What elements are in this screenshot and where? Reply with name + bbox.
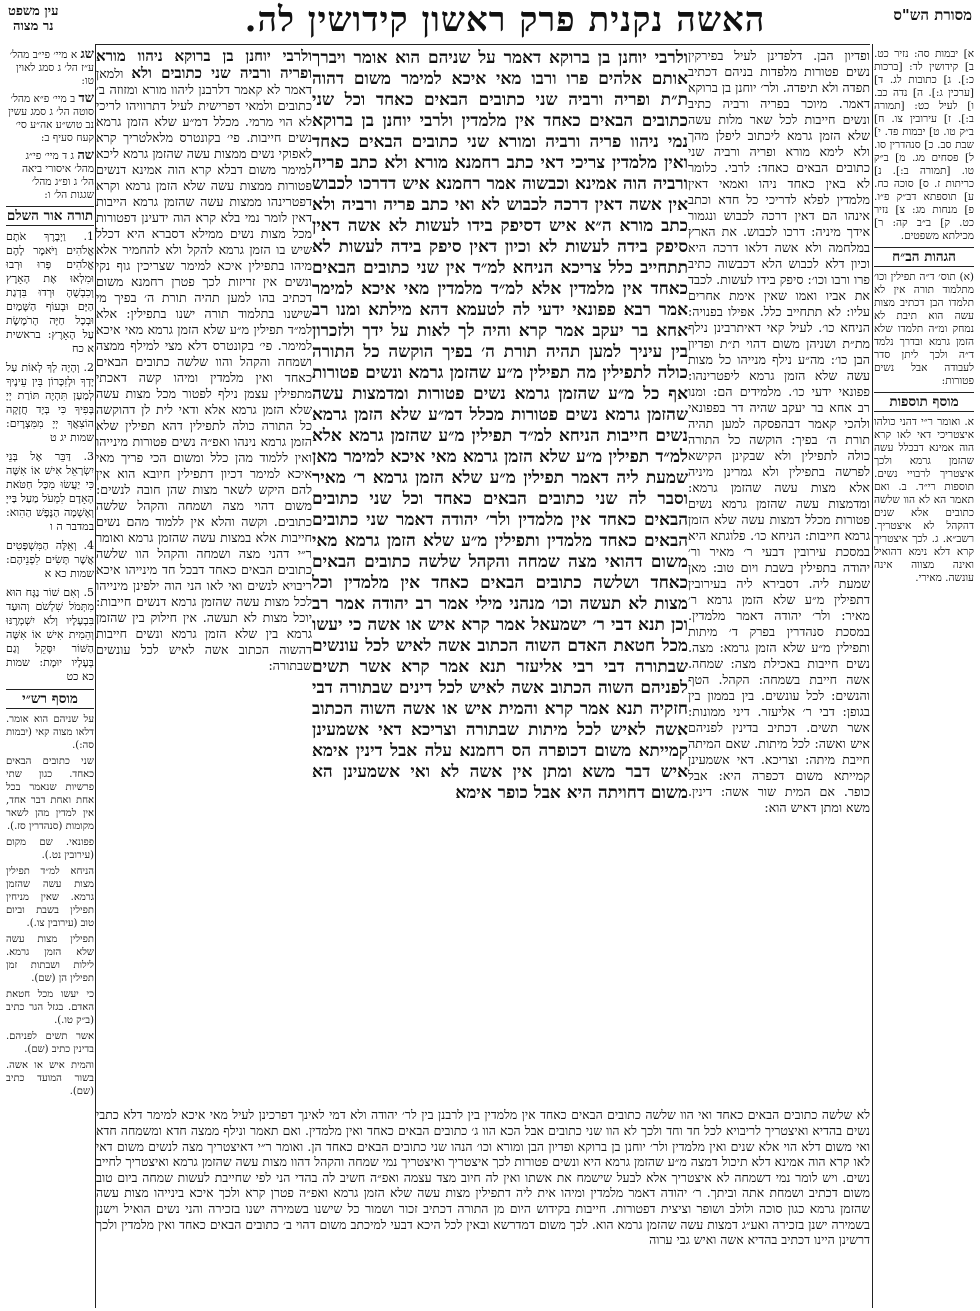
musaf-rashi-list bbox=[6, 713, 94, 1098]
masoret-hashas-label: מסורת הש"ס bbox=[893, 6, 972, 24]
ein-mishpat-item-text: ב מיי׳ פ״א מהל׳ סוטה הל׳ ג סמג עשין נב טוש״ע אה״ע סי׳ קעח סעיף ב: bbox=[8, 93, 94, 144]
ein-mishpat-label-line2: נר מצוה bbox=[12, 19, 54, 34]
musaf-rashi-item: פפונאי. שם מקום (עירובין נט.). bbox=[6, 837, 94, 861]
torah-verse: 1. וַיְבָרֶךְ אֹתָם אֱלֹהִים וַיֹּאמֶר לָהֶם אֱלֹהִים פְּרוּ וּרְבוּ וּמִלְאוּ אֶת הָאָרֶץ וְכִבְשֻׁהָ וּרְדוּ בִּדְגַת הַיָּם וּבְעוֹף הַשָּׁמַיִם וּבְכָל חַיָּה הָרֹמֶשֶׂת עַל הָאָרֶץ: בראשית א כח bbox=[6, 230, 94, 355]
ein-mishpat-mark: שג bbox=[80, 47, 94, 62]
rashi-commentary bbox=[688, 48, 870, 1088]
ein-mishpat-item-text: א מיי׳ פי״ב מהל׳ ע״ז הל׳ ג סמג לאוין טו: bbox=[9, 49, 94, 87]
musaf-rashi-item: והמית איש או אשה. בשור המועד כתיב (שם). bbox=[6, 1060, 94, 1097]
tosafot-commentary bbox=[96, 48, 312, 1088]
rashi-text: ופדיון הבן. דלפדינן לעיל בפירקין נשים פטורות מלפדות בניהם דכתיב תפדה ולא תיפדה. ולר׳ יוחנן בן ברוקא דאמר. מיוכר בפריה ורביה כתיב ונשים חייבות לכל שאר מלות עשה שלא הזמן גרמא ליכתוב ליפלן מהך ולא לימא מורא ופריה ורביה שני כתובים הבאים כאחד: לרבי. כלומר לא באין כאחד ניהו ואמאי דאין מלמדין לפלא לדריכי כל חדא וכתב אינהו הם דאין דרכה לכבוש ונגמור אידך מיניה: דרכו לכבוש. את הארץ במלחמה ולא אשה דלאו דרכה היא וכיון דלא לכבוש הלא דכבשוה כתיב פרו ורבו וכו׳: סיפק בידו לעשות. לכבד את אביו ואמו שאין אימת אחרים עליו: לא תתחייב כלל. אפילו בפנויה: הניחא כו׳. לעיל קאי דאיתרבינן נילף מת״ת ושניהן משום דהוי ת״ת ופדיון הבן כו׳: מה״ע נילף מנייהו כל מצות עשה שלא הזמן גרמא ליפטרינהו: פפונאי ידעי כו׳. מלמידים הם: ומנו רב אחא בר יעקב שהיה דר בפפונאי ולהכי קאמר דבהפסקה למען תהיה תורת ה׳ בפיך: הוקשה כל התורה כולה לתפילין ולא שבקינן הקישא לפרשה בתפילין ולא גמרינן מיניה אלא מצות עשה שהזמן גרמא: ומדמצות עשה שהזמן גרמא נשים פטורות מכלל דמצות עשה שלא הזמן גרמא חייבות: הניחא כו׳. פלוגתא היא במסכת עירובין דבעי ר׳ מאיר ור׳ יהודה בתפילין בשבת ויום טוב: מאן שמעת ליה. דסבירא ליה בעירובין דתפילין מ״ע שלא הזמן גרמא ר׳ מאיר: ולר׳ יהודה דאמר מלמדין. במסכת סנהדרין בפרק ד׳ מיתות ותפילין מ״ע שלא הזמן גרמא: מצה. נשים חייבות באכילת מצה: שמחה. אשה חייבת בשמחה: הקהל. הטף והנשים: לכל עונשים. בין בממון בין בגופן: דבי ר׳ אליעזר. דיני ממונות: אשר תשים. דכתיב בדינין לפניהם איש ואשה: לכל מיתות. שאם המיתה חייבת מיתה: וצריכא. דאי אשמעינן קמייתא משום דכפרה היא: אבל כופר. אם המית שור אשה: דינין. משא ומתן דאיש הוא: bbox=[688, 48, 870, 815]
ein-mishpat-item bbox=[6, 92, 94, 145]
musaf-rashi-heading: מוסף רש״י bbox=[6, 689, 94, 709]
ein-mishpat-label bbox=[8, 4, 58, 34]
gemara-main-text bbox=[312, 48, 688, 1076]
torah-verse: 3. דַּבֵּר אֶל בְּנֵי יִשְׂרָאֵל אִישׁ אוֹ אִשָּׁה כִּי יַעֲשׂוּ מִכָּל חַטֹּאת הָאָדָם לִמְעֹל מַעַל בַּייָ וְאָשְׁמָה הַנֶּפֶשׁ הַהִוא: במדבר ה ו bbox=[6, 450, 94, 533]
bottom-text: לא שלשה כתובים הבאים כאחד ואי הוו שלשה כתובים הבאים כאחד אין מלמדין בין לרבנן בין לר׳ יהודה ולא דמי לאינך דפרכינן לעיל מאי איכא למימר דלא כתבי נשים בהדיא ואיצטריך לריבויא לכל חד וחד ולכך לא הוו שני כתובים אבל הכא הוו ג׳ כתובים הבאים כאחד ואין מלמדין. ואם תאמר ונילף ממצה חדא ומשמחה חדא ואי משום דלא הוי אלא שנים ואין מלמדין ולר׳ יוחנן בן ברוקא ופדיון הבן ומורא וכו׳ הנהו שני כתובים הבאים כאחד הן. ואומר ר״י דאיצטריך מצה לנשים משום דאי לאו קרא הוה אמינא דלא תיכול דמצה מ״ע שהזמן גרמא היא ונשים פטורות לכך איצטריך ואיצטריך נמי שמחה והקהל דהוו מצות עשה שהזמן גרמא ואיצטריך לחייב נשים. ויש לומר נמי דשמחה לא איצטריך אלא לבעל שישמח את אשתו ואין לה חיוב מצד עצמה ואפ״ה חשיב לה בהדי הני לפי שחייבת לעשות שמחה ביום טוב משום דכתיב ושמחת אתה וביתך. ר׳ יהודה דאמר מלמדין ומיהו אית ליה דתפילין מצות עשה שלא הזמן גרמא ואפ״ה פטרן קרא ולכך איכא בינייהו מצות עשה שהזמן גרמא כגון סוכה ולולב ושופר וציצית דפטורות. חייבות בקידוש היום מן התורה דכתיב זכור ושמור כל שישנו בשמירה ישנו בזכירה והני נשים הואיל וישנן בשמירה ישנן בזכירה ואע״ג דמצות עשה שהזמן גרמא הוא. לכך משום דמדרשא ובאין לכל היכא דבעי למיכתב משום דהוי ב׳ כתובים הבאים כאחד ואין מלמדין ולכך דרשינן היינו דכתיב בהדיא אשה ואיש גבי ערוה bbox=[96, 1107, 870, 1248]
right-margin-section bbox=[874, 48, 974, 1308]
tosafot-lead: ולרבי יוחנן בן ברוקא ניהוו מורא ופריה ורביה שני כתובים ולא bbox=[96, 48, 312, 82]
musaf-rashi-item: תפילין מצות עשה שלא הזמן גרמא. לילות ושבתות זמן תפילין הן (שם). bbox=[6, 934, 94, 984]
hagahot-text: (א) תוס׳ ד״ה תפילין וכו׳ מתלמוד תורה אין לא תלמדו הבן דכתיב מצות עשה הוא תיבת לא נמחק ומ״ה תלמדו שלא הזמן גרמא ובדרך נלמד ד״ה ולכך ליתן סדר לעבודה אבל נשים פטורות: bbox=[874, 271, 974, 387]
hagahot-heading: הגהות הב״ח bbox=[874, 247, 974, 267]
ein-mishpat-label-line1: עין משפט bbox=[8, 4, 59, 19]
page-title: האשה נקנית פרק ראשון קידושין לה. bbox=[244, 0, 766, 40]
ein-mishpat-mark: שה bbox=[77, 148, 94, 163]
tosafot-text: ולמאן דאמר לא קאמר דלרבנן ליהוו מורא ומזוזה ב׳ כתובים ולמאי דפרישית לעיל דתרוויהו לריכי לא הוי מרמי. מכלל דמ״ע שלא הזמן גרמא נשים חייבות. פי׳ בקונטרס מלאלטריך קרא לאפוקי נשים ממצות עשה שהזמן גרמא ליכא למימר משום דבלא קרא הוה אמינא דנשים פטורות ממצות עשה שלא הזמן גרמא וקרא דפטרינהו ממצות עשה שהזמן גרמא הייבות דאין לומר נמי בלא קרא הוה ידעינן דפטורות מכל מצות נשים ממילא דסברא היא דכלל שיש בו הזמן גרמא להקל ולא להחמיר אלא מיהו בתפילין איכא למימר שצריכין גוף נקי ונשים אין זריזות לכך פטרן רחמנא משום דכתיב בהו למען תהיה תורת ה׳ בפיך מי שישנו בתלמוד תורה ישנו בתפילין: אלא למ״ד תפילין מ״ע שלא הזמן גרמא מאי איכא למימר. פי׳ בקונטרס דלא מצי למילף ממצה ושמחה והקהל והוו שלשה כתובים הבאים כאחד ואין מלמדין ומיהו קשה דאכתי מתפילין עצמן נילף לפטור מכל מצות עשה שלא הזמן גרמא אלא ודאי לית לן דהוקשה כל התורה כולה לתפילין דהא תפילין שלא הזמן גרמא נינהו ואפ״ה נשים פטורות מינייהו ואין ללמוד מהן כלל ומשום הכי פריך מאי איכא למימר דכיון דתפילין חיובא הוא אין להם היקש לשאר מצות שהן חובה לנשים: משום דהוי מצה ושמחה והקהל שלשה כתובים. וקשה והלא אין ללמוד מהם נשים חייבות אלא במצות עשה שהזמן גרמא ואומר ר״י דהני מצה ושמחה והקהל הוו שלשה כתובים הבאים כאחד דבכל חד מינייהו איכא ריבויא לנשים ואי לאו הני הוה ילפינן מינייהו לכל מצות עשה שהזמן גרמא דנשים חייבות: יוכל מצות לא תעשה. אין חילוק בין שהזמן גרמא בין שלא הזמן גרמא ונשים חייבות דהשוה הכתוב אשה לאיש לכל עונשים שבתורה: bbox=[96, 66, 312, 673]
ein-mishpat-item-text: ג ד מיי׳ פי״ג מהל׳ איסורי ביאה הל׳ ג ופ״ג מהל׳ שגגות הל׳ ו: bbox=[21, 150, 94, 201]
ein-mishpat-item bbox=[6, 48, 94, 88]
musaf-rashi-item: שני כתובים הבאים כאחד. כגון שתי פרשיות שנאמר בכל אחת ואחת דבר אחד, אין למדין מהן לשאר מקומות (סנהדרין סז.). bbox=[6, 756, 94, 832]
ein-mishpat-mark: שד bbox=[78, 91, 94, 106]
header-rule bbox=[96, 44, 870, 45]
torah-verse: 5. וְאִם שׁוֹר נַגָּח הוּא מִתְּמֹל שִׁלְשֹׁם וְהוּעַד בִּבְעָלָיו וְלֹא יִשְׁמְרֶנּוּ וְהֵמִית אִישׁ אוֹ אִשָּׁה הַשּׁוֹר יִסָּקֵל וְגַם בְּעָלָיו יוּמָת: שמות כא כט bbox=[6, 586, 94, 683]
torah-verse: 4. וְאֵלֶּה הַמִּשְׁפָּטִים אֲשֶׁר תָּשִׂים לִפְנֵיהֶם: שמות כא א bbox=[6, 539, 94, 580]
gemara-text: ולרבי יוחנן בן ברוקא דאמר על שניהם הוא אומר ויברך אותם אלהים פרו ורבו מאי איכא למימר משום דהוה ת״ת ופריה ורביה שני כתובים הבאים כאחד וכל שני כתובים הבאים כאחד אין מלמדין ולרבי יוחנן בן ברוקא נמי ניהוו פריה ורביה ומורא שני כתובים הבאים כאחד ואין מלמדין צריכי דאי כתב רחמנא מורא ולא כתב פריה ורביה הוה אמינא וכבשוה אמר רחמנא איש דדרכו לכבוש אין אשה דאין דרכה לכבוש לא ואי כתב פריה ורביה ולא כתב מורא ה״א איש דסיפק בידו לעשות לא אשה דאין סיפק בידה לעשות לא וכיון דאין סיפק בידה לעשות לא תתחייב כלל צריכא הניחא למ״ד אין שני כתובים הבאים כאחד אין מלמדין אלא למ״ד מלמדין מאי איכא למימר אמר רבא פפונאי ידעי לה לטעמא דהא מילתא ומנו רב אחא בר יעקב אמר קרא והיה לך לאות על ידך ולזכרון בין עיניך למען תהיה תורת ה׳ בפיך הוקשה כל התורה כולה לתפילין מה תפילין מ״ע שהזמן גרמא ונשים פטורות אף כל מ״ע שהזמן גרמא נשים פטורות ומדמצות עשה שהזמן גרמא נשים פטורות מכלל דמ״ע שלא הזמן גרמא נשים חייבות הניחא למ״ד תפילין מ״ע שהזמן גרמא אלא למ״ד תפילין מ״ע שלא הזמן גרמא מאי איכא למימר מאן שמעת ליה דאמר תפילין מ״ע שלא הזמן גרמא ר׳ מאיר וסבר לה שני כתובים הבאים כאחד וכל שני כתובים הבאים כאחד אין מלמדין ולר׳ יהודה דאמר שני כתובים הבאים כאחד מלמדין ותפילין מ״ע שלא הזמן גרמא מאי משום דהואי מצה שמחה והקהל שלשה כתובים הבאים כאחד ושלשה כתובים הבאים כאחד אין מלמדין וכל מצות לא תעשה וכו׳ מנהני מילי אמר רב יהודה אמר רב וכן תנא דבי ר׳ ישמעאל אמר קרא איש או אשה כי יעשו מכל חטאת האדם השוה הכתוב אשה לאיש לכל עונשים שבתורה דבי רבי אליעזר תנא אמר קרא אשר תשים לפניהם השוה הכתוב אשה לאיש לכל דינים שבתורה דבי חזקיה תנא אמר קרא והמית איש או אשה השוה הכתוב אשה לאיש לכל מיתות שבתורה וצריכא דאי אשמעינן קמייתא משום דכופרה הס רחמנא עלה אבל דינין אימא איש דבר משא ומתן אין אשה לא ואי אשמעינן הא משום דחויתה היא אבל כופר אימא bbox=[312, 48, 688, 803]
left-margin-section bbox=[6, 48, 94, 1308]
musaf-rashi-item: אשר תשים לפניהם. בדינין כתיב (שם). bbox=[6, 1031, 94, 1055]
page-header bbox=[0, 0, 980, 44]
torah-verse: 2. וְהָיָה לְךָ לְאוֹת עַל יָדְךָ וּלְזִכָּרוֹן בֵּין עֵינֶיךָ לְמַעַן תִּהְיֶה תּוֹרַת יְיָ בְּפִיךָ כִּי בְּיָד חֲזָקָה הוֹצִאֲךָ יְיָ מִמִּצְרָיִם: שמות יג ט bbox=[6, 361, 94, 444]
musaf-rashi-item: הניחא למ״ד תפילין מצות עשה שהזמן גרמא. שאין מניחין תפילין בשבת וביום טוב (עירובין צו.). bbox=[6, 866, 94, 929]
tosafot-continuation bbox=[96, 1095, 870, 1309]
ein-mishpat-list bbox=[6, 48, 94, 202]
torah-or-heading: תורה אור השלם bbox=[6, 208, 94, 224]
right-column-divider bbox=[872, 44, 873, 1308]
left-column-divider bbox=[95, 44, 96, 1308]
musaf-tosafot-text: א. ואומר ר״י דהני כולהו איצטריכי דאי לאו קרא הוה אמינא דבכלל עשה שהזמן גרמא ולכך איצטריך לרבויי נשים. תוספות רי״ד. ב. ואם תאמר הא לא הוו שלשה כתובים אלא שנים דהקהל לא איצטריך. רשב״א. ג. לכך איצטריך קרא דלא נימא דהואיל ואינה מצווה אינה עונשה. מאירי. bbox=[874, 416, 974, 584]
musaf-tosafot-heading: מוסף תוספות bbox=[874, 392, 974, 412]
masoret-references: א] יבמות סה: נזיר כט. ב] קידושין לד: [ברכות כ:]. ג] כתובות לג. ד] [ערכין ג:]. ה] נדה כב. ו] לעיל כט: [תמורה ב:]. ז] עירובין צו. ח] ב״ק טו. ט] יבמות פד. י] שבת סב. כ] סנהדרין סו. ל] פסחים מג. מ] ב״ק טו. [תמורה ב:]. נ] כריתות ז. ס] סוכה כח. ע] תוספתא דב״ק פ״ו. פ] מנחות מג: צ] נזיר כט. ק] ב״ב קה: ר] מכילתא משפטים. bbox=[874, 48, 974, 242]
ein-mishpat-item bbox=[6, 149, 94, 202]
musaf-rashi-item: כי יעשו מכל חטאת האדם. בגזל הגר כתיב (ב״ק טו.). bbox=[6, 989, 94, 1026]
musaf-rashi-item: על שניהם הוא אומר. דלאו מצוה קאי (יבמות סה:). bbox=[6, 714, 94, 751]
